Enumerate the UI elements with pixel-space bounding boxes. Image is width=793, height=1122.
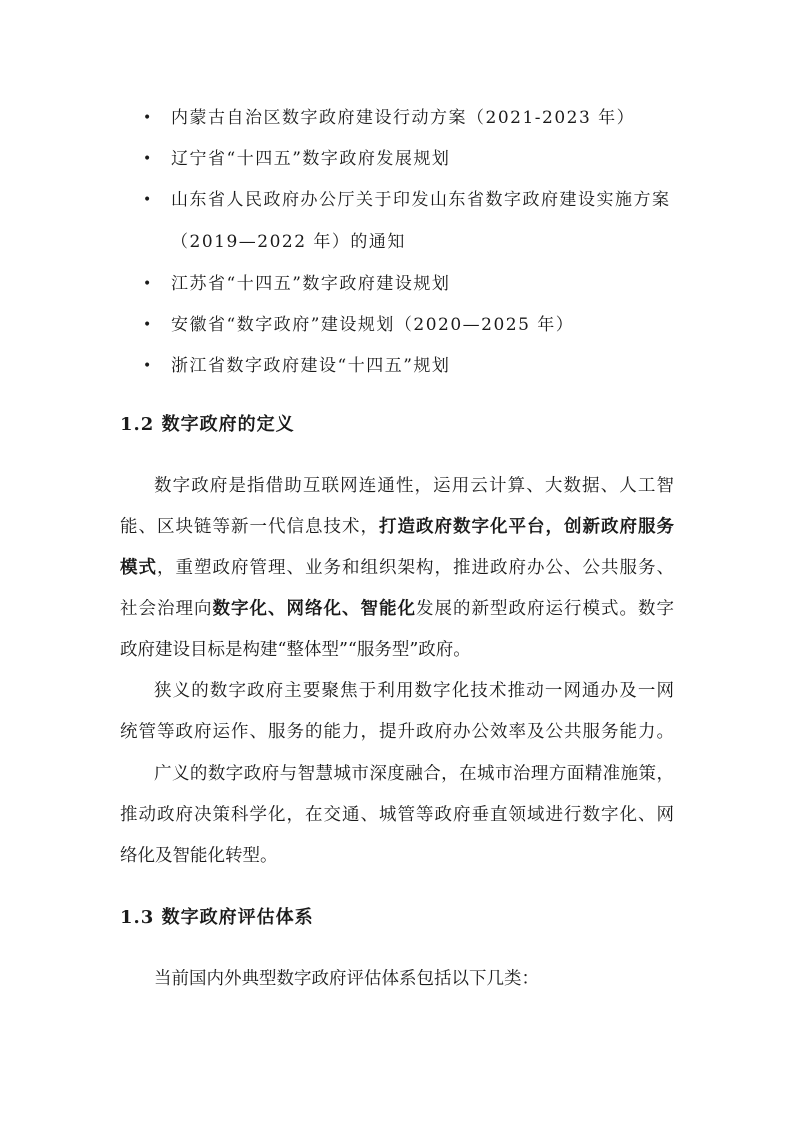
list-item-text: 内蒙古自治区数字政府建设行动方案（2021-2023 年） — [171, 108, 636, 128]
bold-text: 数字化、网络化、智能化 — [212, 599, 416, 619]
text-run: 社会治理向 — [120, 599, 213, 619]
text-run: 发展的新型政府运行模式。数字 — [416, 599, 674, 619]
paragraph-line — [120, 597, 674, 621]
list-item-text: 浙江省数字政府建设“十四五”规划 — [171, 356, 451, 376]
paragraph-line: 当前国内外典型数字政府评估体系包括以下几类： — [154, 969, 539, 989]
bullet-icon: • — [143, 276, 153, 292]
list-item-text: 山东省人民政府办公厅关于印发山东省数字政府建设实施方案 — [171, 190, 671, 210]
bullet-icon: • — [143, 151, 153, 167]
list-item-text: 江苏省“十四五”数字政府建设规划 — [171, 274, 451, 294]
text-run: ，重塑政府管理、业务和组织架构，推进政府办公、公共服务、 — [157, 558, 674, 578]
section-heading: 1.2 数字政府的定义 — [120, 414, 295, 435]
paragraph-line — [120, 515, 674, 539]
bullet-icon: • — [143, 110, 153, 126]
paragraph-line: 推动政府决策科学化，在交通、城管等政府垂直领域进行数字化、网 — [120, 805, 674, 825]
bold-text: 模式 — [120, 558, 157, 578]
bullet-icon: • — [143, 317, 153, 333]
list-item-text: （2019—2022 年）的通知 — [171, 232, 406, 252]
text-run: 能、区块链等新一代信息技术， — [120, 517, 379, 537]
bold-text: 打造政府数字化平台，创新政府服务 — [379, 517, 674, 537]
bullet-icon: • — [143, 358, 153, 374]
list-item-text: 安徽省“数字政府”建设规划（2020—2025 年） — [171, 315, 575, 335]
paragraph-line — [120, 556, 674, 580]
paragraph-line: 狭义的数字政府主要聚焦于利用数字化技术推动一网通办及一网 — [154, 681, 674, 701]
list-item-text: 辽宁省“十四五”数字政府发展规划 — [171, 149, 451, 169]
paragraph-line: 数字政府是指借助互联网连通性，运用云计算、大数据、人工智 — [154, 476, 674, 496]
bullet-icon: • — [143, 192, 153, 208]
paragraph-line: 政府建设目标是构建“整体型”“服务型”政府。 — [120, 640, 471, 660]
paragraph-line: 广义的数字政府与智慧城市深度融合，在城市治理方面精准施策， — [154, 764, 674, 784]
section-heading: 1.3 数字政府评估体系 — [120, 907, 314, 928]
paragraph-line: 络化及智能化转型。 — [120, 846, 278, 866]
paragraph-line: 统管等政府运作、服务的能力，提升政府办公效率及公共服务能力。 — [120, 722, 674, 742]
